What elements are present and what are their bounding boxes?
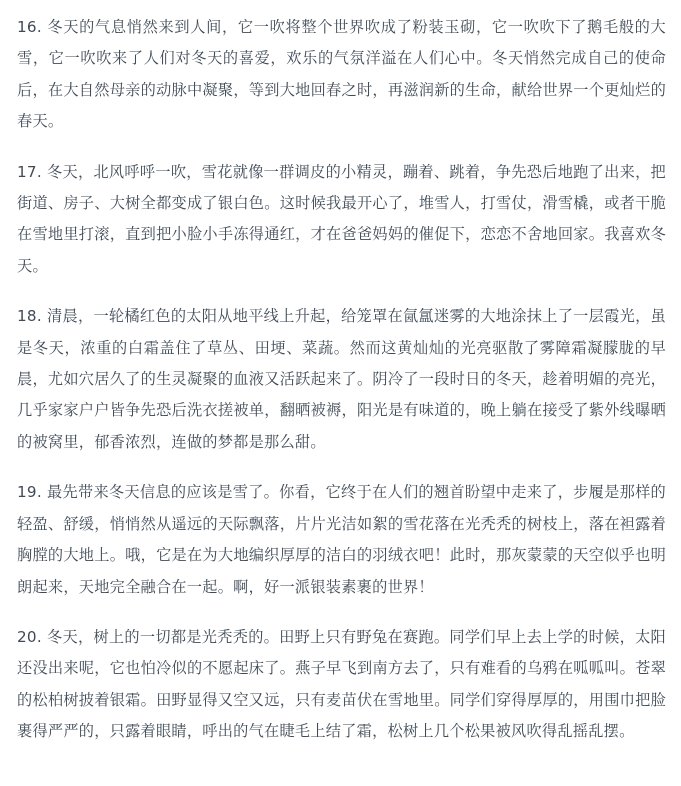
paragraph-17: 17. 冬天，北风呼呼一吹，雪花就像一群调皮的小精灵，蹦着、跳着，争先恐后地跑了出来，把街道、房子、大树全都变成了银白色。这时候我最开心了，堆雪人，打雪仗，滑雪橇，或者干脆在雪地里打滚，直到把小脸小手冻得通红，才在爸爸妈妈的催促下，恋恋不舍地回家。我喜欢冬天。 <box>17 162 666 275</box>
paragraph-16: 16. 冬天的气息悄然来到人间，它一吹将整个世界吹成了粉装玉砌，它一吹吹下了鹅毛般的大雪，它一吹吹来了人们对冬天的喜爱，欢乐的气氛洋溢在人们心中。冬天悄然完成自己的使命后，在大自然母亲的动脉中凝聚，等到大地回春之时，再滋润新的生命，献给世界一个更灿烂的春天。 <box>17 18 666 131</box>
paragraph-20: 20. 冬天，树上的一切都是光秃秃的。田野上只有野兔在赛跑。同学们早上去上学的时候，太阳还没出来呢，它也怕冷似的不愿起床了。燕子早飞到南方去了，只有难看的乌鸦在呱呱叫。苍翠的松柏树披着银霜。田野显得又空又远，只有麦苗伏在雪地里。同学们穿得厚厚的，用围巾把脸裹得严严的，只露着眼睛，呼出的气在睫毛上结了霜，松树上几个松果被风吹得乱摇乱摆。 <box>17 627 666 741</box>
paragraph-19: 19. 最先带来冬天信息的应该是雪了。你看，它终于在人们的翘首盼望中走来了，步履是那样的轻盈、舒缓，悄悄然从遥远的天际飘落，片片光洁如絮的雪花落在光秃秃的树枝上，落在袒露着胸膛的大地上。哦，它是在为大地编织厚厚的洁白的羽绒衣吧！此时，那灰蒙蒙的天空似乎也明朗起来，天地完全融合在一起。啊，好一派银装素裹的世界！ <box>17 483 666 596</box>
paragraph-18: 18. 清晨，一轮橘红色的太阳从地平线上升起，给笼罩在氤氲迷雾的大地涂抹上了一层霞光，虽是冬天，浓重的白霜盖住了草丛、田埂、菜蔬。然而这黄灿灿的光亮驱散了雾障霜凝朦胧的早晨，尤如穴居久了的生灵凝聚的血液又活跃起来了。阴冷了一段时日的冬天，趁着明媚的亮光，几乎家家户户皆争先恐后洗衣搓被单，翻晒被褥，阳光是有味道的，晚上躺在接受了紫外线曝晒的被窝里，郁香浓烈，连做的梦都是那么甜。 <box>17 307 666 451</box>
